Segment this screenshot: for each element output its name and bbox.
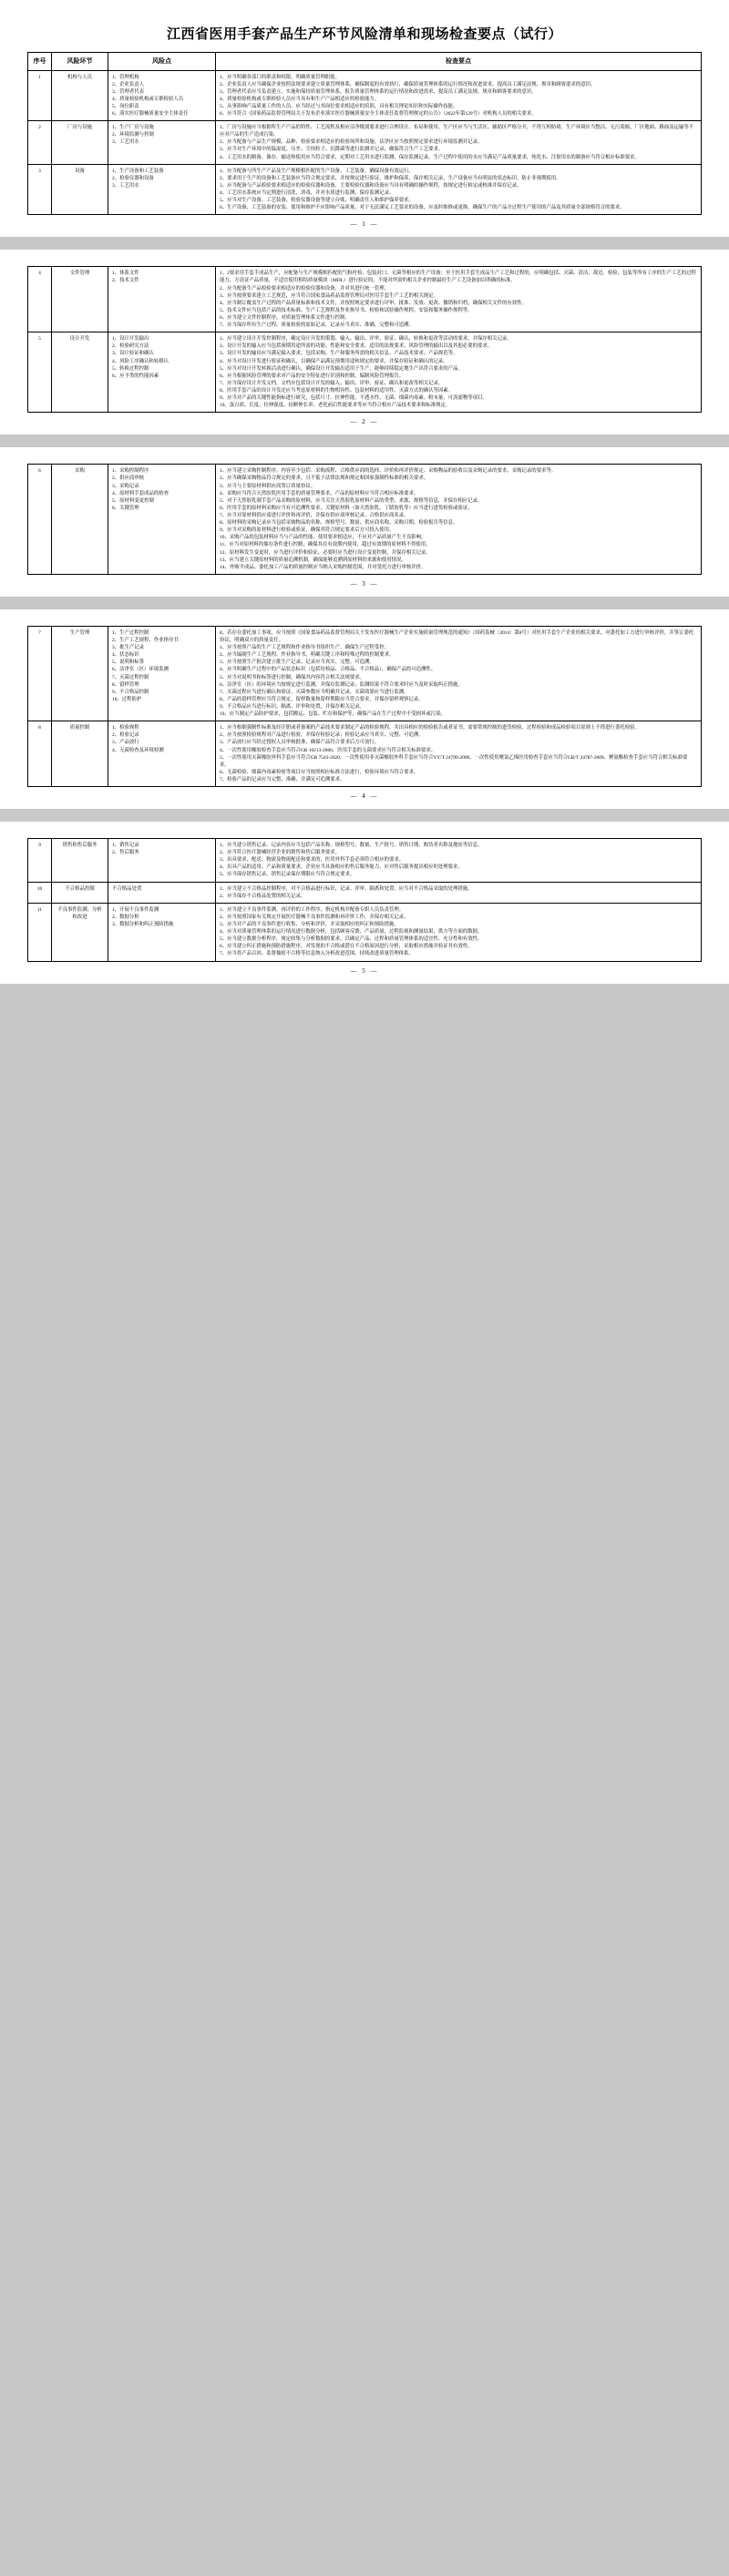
check-line: 5、应当对说明书和标签进行控制，确保其内容符合相关法规要求。 [220,674,365,680]
check-line: 2、应当按照国家有关规定开展医疗器械不良事件监测和再评价工作，并保存相关记录。 [220,914,409,920]
point-line: 1、生产设备和工艺装备 [112,168,164,174]
check-line: 2、应当确保采购物品符合规定的要求，且不低于法律法规和规定和国家强制性标准的相关要求。 [220,475,429,482]
check-line: 2、企业负责人应当确保企业按照法规要求建立质量管理体系，确保制度的有效执行，确保质量管理体系的运行情况和改进需求，提高员工满足法规、规章和顾客要求的意识。 [220,81,596,87]
sheet-2 [0,250,729,434]
row-link: 机构与人员 [52,70,108,121]
point-line: 2、售后服务 [112,850,139,856]
check-line: 3、设计开发的输出应当满足输入要求，包括采购、生产和服务所需的相关信息、产品技术要求、产品规范等。 [220,351,458,357]
row-link: 设计开发 [52,332,108,413]
table-row [28,164,702,215]
risk-table-2 [27,266,702,413]
point-line: 2、生产工艺规程、作业指导书 [112,637,179,643]
row-points [108,721,216,787]
point-line: 5、转换过程控制 [112,365,149,372]
point-line: 4、无菌检查及环境检测 [112,747,164,753]
row-no: 4 [28,267,52,332]
point-line: 1、设计开发输出 [112,336,149,342]
check-line: 5、对于天然胶乳制手套产品采购的原材料，应当关注天然胶乳原材料产品的类型、来源、规格等信息，并保存相应记录。 [220,497,483,504]
row-checks [216,121,702,165]
check-line: 6、应当符合《国家药品监督管理局关于发布企业落实医疗器械质量安全主体责任监督管理规定的公告》（2022年第129号）对机构人员的相关要求。 [220,111,537,118]
page-title: 江西省医用手套产品生产环节风险清单和现场检查要点（试行） [166,27,562,42]
row-link: 不合格品控制 [52,882,108,903]
check-line: 11、应当对原材料的储存条件进行控制，确保其在有效期内使用，超过有效期的原材料不得使用。 [220,542,431,548]
check-line: 9、不合格品应当进行标识、隔离、评审和处置，并保存相关记录。 [220,703,365,710]
check-line: 10、蛋白质、长度、拉伸强度、扯断伸长率、老化前后性能要求等应当符合相应产品技术要求和标准规定。 [220,403,451,409]
risk-table-5 [27,838,702,962]
check-line: 3、管理者代表应当负责建立、实施和保持质量管理体系，报告质量管理体系的运行情况和改进需求，提高员工满足法规、规章和顾客要求的意识。 [220,88,537,95]
row-no: 3 [28,164,52,215]
row-no: 2 [28,121,52,165]
row-checks [216,332,702,413]
row-link: 文件管理 [52,267,108,332]
check-line: 6、洁净室（区）的环境应当按规定进行监测，并保存监测记录；监测结果不符合要求时应当及时采取纠正措施。 [220,681,463,688]
table-row [28,903,702,961]
check-line: 2、应当配备生产品检验要求相适应的检验仪器和设备，并对其进行统一管理。 [220,285,389,291]
check-line: 2、应当按照检验规程对产品进行检验，并保存检验记录；检验记录应当真实、完整、可追溯。 [220,732,424,739]
row-link: 生产管理 [52,626,108,721]
row-points [108,70,216,121]
check-line: 7、应当对原材料供应商进行评价和再评价，并保存供应商审核记录、合格供应商名录。 [220,512,409,518]
point-line: 1、生产过程控制 [112,629,149,636]
check-line: 4、应当对质量管理体系的运行情况进行数据分析，包括顾客反馈、产品质量、过程监视和测量结果、供方等方面的数据。 [220,929,483,935]
check-line: 4、应当制订覆盖生产过程的产品质量标准和技术文件，并按照规定要求进行评审、批准、发放、更改、撤销和归档，确保相关文件的有效性。 [220,300,527,306]
col-header-point: 风险点 [108,53,216,71]
page-number: — 2 — [350,418,379,426]
row-link: 采购 [52,465,108,575]
check-line: 4、应当对设计开发进行验证和确认，以确保产品满足预期用途和规定的要求，并保存验证和确认的记录。 [220,358,448,364]
point-line: 5、岗位职责 [112,103,139,109]
check-line: 4、采购应当符合天然胶乳医用手套的质量管理要求，产品的原材料应当符合相应标准要求。 [220,490,419,496]
check-line: 5、应当建立数据分析程序，规定收集与分析数据的要求，以确定产品、过程和质量管理体系的适宜性、充分性和有效性。 [220,936,483,943]
point-line: 8、留样管理 [112,681,139,688]
check-line: 4、工艺用水的制备、储存、输送和使用应当符合要求，定期对工艺用水进行监测，保存监测记录。生产过程中使用的水应当满足产品质量要求，纯化水、注射用水的制备应当符合相应标准要求。 [220,154,640,160]
row-link: 不良事件监测、分析和改进 [52,903,108,961]
check-line: 14、外购半成品、委托加工产品的质量控制应当纳入采购控制范围，并对受托方进行审核评价。 [220,564,426,570]
row-points [108,903,216,961]
row-points [108,465,216,575]
table-header-row [28,53,702,71]
table-row [28,332,702,413]
check-line: 3、应当配备与产品检验要求相适应的检验仪器和设备，主要检验仪器和设备应当具有明确的操作规程，按规定进行检定或校准并保存记录。 [220,182,522,189]
check-line: 1、应当明确各部门的职责和权限，明确质量管理职能。 [220,74,341,80]
row-checks [216,903,702,961]
sheet-1 [0,0,729,237]
table-row [28,839,702,883]
point-line: 4、质量检验机构或专职检验人员 [112,96,184,102]
check-line: 3、应当对产品的不良事件进行收集、分析和评价，并采取相应的纠正和预防措施。 [220,922,399,928]
point-line: 4、原材料手套成品的检查 [112,490,169,496]
check-line: 5、从事影响产品质量工作的人员，应当经过与其岗位要求相适应的培训，具有相关理论知识和实际操作技能。 [220,103,458,109]
point-line: 5、原材料变更控制 [112,497,154,504]
row-link: 销售和售后服务 [52,839,108,883]
row-points [108,164,216,215]
point-line: 3、工艺用水 [112,139,139,146]
point-line: 3、管理者代表 [112,88,145,95]
check-line: 6、应当建立文件控制程序，对质量管理体系文件进行控制。 [220,315,350,322]
check-line: 1、厂房与设施应当根据所生产产品的特性、工艺流程及相应洁净级别要求进行合理设计、布局和使用。生产区应当与生活区、辅助区严格分开，不得互相妨碍。生产环境应当整洁、无污染源，厂区地面、路面及运输等不应对产品的生产造成污染。 [220,125,694,138]
row-checks [216,70,702,121]
check-line: 1、2要求用手套手成品生产，应配备与生产规模相匹配的气粉衬检、包装封口、无菌等相应的生产设备；至于医用手套生成品生产工艺和过程的，应明确包括、灭菌、清洁、裁边、检验、包装等所有工序的生产工艺的过程能力，方清证产品质量，不适宜使用相结质量模块（MDL）进行验证的，不能对所需的相关企业控制最好生产工艺设备加以明确的标准。 [220,271,696,284]
point-line: 5、说明和标签 [112,659,145,666]
check-line: 3、应当与主要原材料供应商签订质量协议。 [220,483,316,489]
row-no: 1 [28,70,52,121]
check-line: 8、产品的留样管理应当符合规定，留样数量和留样期限应当符合要求，并保存留样观察记录。 [220,696,424,702]
check-line: 10、采购产品的包装材料应当与产品的性能、使用要求相适应，不应对产品质量产生不良影响。 [220,535,426,541]
risk-table-3 [27,464,702,575]
check-line: 4、一次性使用橡胶检查手套应当符合GB 10213-2006、医用手套的无菌要求应当符合相关标准要求。 [220,747,436,753]
row-points [108,839,216,883]
point-line: 6、应予类的性能因素 [112,373,159,379]
check-line: 1、应当建立不合格品控制程序，对不合格品进行标识、记录、评审、隔离和处置，应当对不合格品采取的处理措施。 [220,885,473,892]
point-line: 2、检验记录 [112,732,139,739]
row-points [108,267,216,332]
point-line: 4、风险工序确认和转移认 [112,358,169,364]
risk-table-1 [27,52,702,215]
check-line: 3、应当对生产环境中的温湿度、压差、尘埃粒子、沉降菌等进行监测并记录，确保符合生产工艺要求。 [220,147,444,153]
check-line: 5、技术文件应当包括产品的技术标准、生产工艺规程及作业指导书、检验和试验操作规程、安装和服务操作规程等。 [220,307,473,313]
check-line: 4、工艺用水系统应当定期进行清洗、消毒，并对水质进行监测，保存监测记录。 [220,190,395,197]
col-header-no: 序号 [28,53,52,71]
page-number: — 5 — [350,966,379,975]
check-line: 6、生产设备、工艺装备的安装、使用和维护不应影响产品质量。对于无法满足工艺要求的设备，应及时维修或更换，确保生产的产品全过程生产使用的产品及其质量全部规格符合的要求。 [220,205,625,211]
point-line: 1、生产厂房与设施 [112,125,154,131]
row-points [108,882,216,903]
table-row [28,70,702,121]
page-number: — 3 — [350,579,379,588]
point-line: 2、技术文件 [112,278,139,284]
check-line: 3、产品放行应当经过授权人员审核批准，确保产品符合要求后方可放行。 [220,740,380,746]
sheet-3 [0,447,729,597]
point-line: 3、批生产记录 [112,645,145,651]
check-line: 8、原材料的采购记录应当包括采购物品的名称、规格型号、数量、供应商名称、采购日期、检验报告等信息。 [220,520,458,526]
check-line: 10、应当制定产品防护要求，包括搬运、包装、贮存和保护等，确保产品在生产过程中不受损坏或污染。 [220,711,446,718]
point-line: 1、销售记录 [112,843,139,849]
check-line: 4、质量检验机构或专职检验人员应当具有和生产产品相适应的检验能力。 [220,96,380,102]
check-line: 6、医用手套的原材料采购应当有可追溯性要求，关键原材料（如天然胶乳、丁腈胶乳等）应当进行进货检验或验证。 [220,505,473,511]
check-line: 2、应当配备与产品生产规模、品种、检验要求相适应的检验场所和设施。洁净区应当按照规定要求进行环境监测并记录。 [220,139,483,146]
row-no: 9 [28,839,52,883]
row-no: 8 [28,721,52,787]
sheet-4 [0,609,729,809]
check-line: 2、设计开发的输入应当包括预期用途所需的功能、性能和安全要求，适用的法规要求，风险管理的输出以及其他必要的要求。 [220,343,493,350]
row-no: 6 [28,465,52,575]
point-line: 4、状态标识 [112,652,139,659]
point-line: 7、灭菌过程控制 [112,674,149,680]
point-line: 3、采购记录 [112,483,139,489]
check-line: 6、应当建立纠正措施和预防措施程序，对发现的不合格或潜在不合格原因进行分析，采取相应措施并验证其有效性。 [220,944,473,950]
check-line: 7、灭菌过程应当进行确认和验证，灭菌参数应当明确并记录，灭菌效果应当进行监测。 [220,689,409,695]
point-line: 6、关键管理 [112,505,139,511]
check-line: 4、应当明确生产过程中的产品状态标识（包括待检品、合格品、不合格品），确保产品的可追溯性。 [220,667,436,673]
table-row [28,465,702,575]
point-line: 2、企业负责人 [112,81,145,87]
point-line: 10、过程防护 [112,696,142,702]
point-line: 2、环境监测与控制 [112,132,154,138]
check-line: 7、检验产品的记录应当完整、准确，并满足可追溯要求。 [220,776,345,782]
row-no: 5 [28,332,52,413]
row-no: 11 [28,903,52,961]
check-line: 4、出具产品的适用、产品和质量要求，企业应当具备相应的售后服务能力，应对售后服务提出相应的处理要求。 [220,864,463,871]
check-line: 2、应当保存不合格品处置的相关记录。 [220,893,306,899]
point-line: 6、洁净室（区）环境监测 [112,667,169,673]
row-points [108,332,216,413]
check-line: 1、应当根据强制性标准及经注册或者备案的产品技术要求制定产品的检验规程，并出具相应的检验报告或者证书。需要常规控制的进货检验、过程检验和成品检验项目原则上不得进行委托检验。 [220,725,640,731]
page-number: — 1 — [350,220,379,229]
check-line: 3、应当按照生产批次建立批生产记录，记录应当真实、完整、可追溯。 [220,659,375,666]
row-no: 7 [28,626,52,721]
check-line: 1、应当配备与所生产产品及生产规模相匹配的生产设备、工艺装备，确保设备有效运行。 [220,168,414,174]
row-points [108,626,216,721]
check-line: 8、若存在委托加工事项，应当按照《国家食品药品监督管理局关于发布医疗器械生产企业实施质量管理规范的通知》（国药监械〔2014〕第8号）对医用手套生产企业的相关要求，对委托加工方进行审核评价，并签订委托协议，明确双方的质量责任。 [220,629,694,643]
check-line: 5、应当保存销售记录，销售记录保存期限应当符合规定要求。 [220,872,355,878]
point-line: 1、管理机构 [112,74,139,80]
page-number: — 4 — [350,792,379,801]
check-line: 2、应当符合医疗器械经营企业的销售和售后服务要求。 [220,850,341,856]
row-link: 设备 [52,164,108,215]
point-line: 2、检验研究方法 [112,343,149,350]
check-line: 8、医用手套产品的设计开发还应当考虑原材料的生物相容性、包装材料的适用性、灭菌方式的确认等因素。 [220,388,454,394]
point-line: 不合格品处置 [112,885,142,892]
check-line: 6、无菌检验、细菌内毒素检验等项目应当按照相应标准方法进行，检验环境应当符合要求。 [220,769,419,775]
row-checks [216,839,702,883]
point-line: 1、采购控制程序 [112,468,149,475]
document-page [0,0,729,984]
point-line: 3、数据分析和纠正预防措施 [112,922,174,928]
point-line: 1、体系文件 [112,271,139,277]
risk-table-4 [27,626,702,787]
point-line: 3、工艺用水 [112,182,139,189]
row-checks [216,882,702,903]
check-line: 1、应当建立不良事件监测、再评价的工作程序，指定机构并配备专职人员负责管理。 [220,906,405,913]
check-line: 9、应当对采购的原材料进行检验或验证，确保其符合规定要求后方可投入使用。 [220,527,395,534]
check-line: 7、应当保存所有生产过程、质量检验的原始记录，记录应当真实、准确、完整和可追溯。 [220,322,414,329]
col-header-link: 风险环节 [52,53,108,71]
point-line: 3、产品放行 [112,740,139,746]
check-line: 2、应当编制生产工艺规程、作业指导书，明确关键工序和特殊过程的控制要求。 [220,652,395,659]
table-row [28,882,702,903]
check-line: 3、出具要求、配送、物流及物流配送和要求的，医用外科手套必须符合相应的要求。 [220,857,405,864]
row-no: 10 [28,882,52,903]
check-line: 7、应当保存设计开发文档，文档应包括设计开发的输入、输出、评审、验证、确认和更改等相关记录。 [220,380,444,386]
point-line: 9、不合格品控制 [112,689,149,695]
row-checks [216,465,702,575]
check-line: 12、原材料发生变更时，应当进行评价和验证，必要时应当进行设计变更控制，并保存相关记录。 [220,549,431,556]
row-link: 厂房与设施 [52,121,108,165]
row-link: 质量控制 [52,721,108,787]
table-row [28,626,702,721]
check-line: 1、应当建立设计开发控制程序，确定设计开发的策划、输入、输出、评审、验证、确认、转换和更改等活动的要求，并保存相关记录。 [220,336,512,342]
table-row [28,267,702,332]
point-line: 1、开展不良事件监测 [112,906,159,913]
check-line: 5、应当对设计开发转换活动进行确认，确保设计开发输出适用于生产，能够持续稳定地生产出符合要求的产品。 [220,365,463,372]
row-points [108,121,216,165]
point-line: 6、落实医疗器械质量安全主体责任 [112,111,189,118]
row-checks [216,626,702,721]
row-checks [216,164,702,215]
check-line: 1、应当按照产品的生产工艺规程和作业指导书组织生产，确保生产过程受控。 [220,645,389,651]
check-line: 9、应当对产品的关键性能指标进行研究，包括尺寸、拉伸性能、不透水性、无菌、细菌内毒素、粉末量、可沥滤物等项目。 [220,395,488,402]
check-line: 5、一次性使用灭菌橡胶外科手套应当符合GB 7543-2020、一次性使用非灭菌橡胶外科手套应当符合YY/T 24790-2009、一次性使用聚氯乙烯医用检查手套应当符合GB/T 24787-2009、聚氨酯检查手套应当符合相关标准要求。 [220,754,688,768]
point-line: 2、供应商审核 [112,475,145,482]
check-line: 13、应当建立关键原材料的质量追溯机制，确保能够追溯到原材料的来源和使用情况。 [220,557,406,563]
check-line: 1、应当建立销售记录，记录内容应当包括产品名称、规格型号、数量、生产批号、销售日期、购货者名称及地址等信息。 [220,843,483,849]
table-row [28,121,702,165]
sheet-5 [0,822,729,984]
row-checks [216,267,702,332]
col-header-check: 检查要点 [216,53,702,71]
point-line: 2、检验仪器和设备 [112,175,154,181]
row-checks [216,721,702,787]
check-line: 7、应当将产品召回、监督抽检不合格等信息纳入分析改进范围，持续改进质量管理体系。 [220,951,414,957]
check-line: 3、应当按照要求建立工艺规范，应当符合国家食品药品监督管理局对医用手套生产工艺的相关规定。 [220,292,438,299]
check-line: 5、应当对生产设备、工艺装备、检验仪器设备等建立台账，明确责任人和维护保养要求。 [220,198,414,204]
table-row [28,721,702,787]
check-line: 2、要求用于生产的设备和工艺装备应当符合规定要求，并按规定进行验证、维护和保养，保存相关记录。生产设备应当有明显的状态标识，防止非预期使用。 [220,175,561,181]
check-line: 1、应当建立采购控制程序，内容至少包括：采购流程、合格供应商的选择、评价和再评价规定、采购物品的验收以及采购记录的要求，采购记录的要求等。 [220,468,557,475]
point-line: 1、检验规程 [112,725,139,731]
point-line: 3、设计验证和确认 [112,351,154,357]
point-line: 2、数据分析 [112,914,139,920]
check-line: 6、应当根据风险管理的要求对产品的安全特征进行识别和控制，编制风险管理报告。 [220,373,405,379]
